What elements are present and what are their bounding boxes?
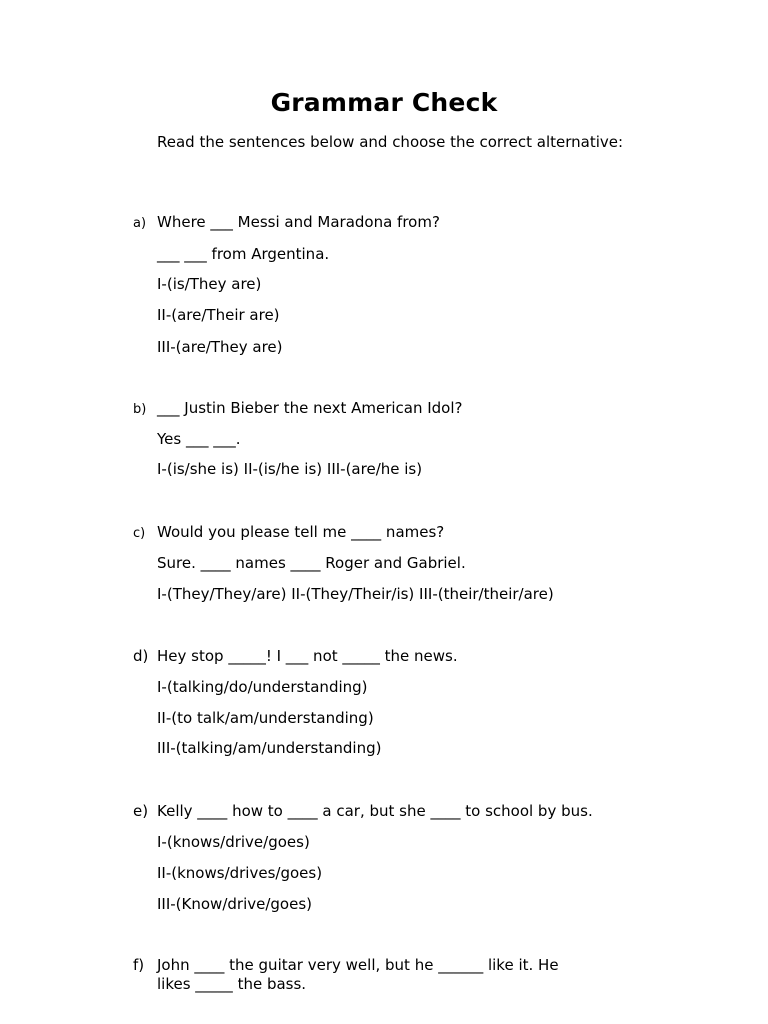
option-line: III-(are/They are) (157, 338, 283, 356)
answer-line: ___ ___ from Argentina. (157, 245, 330, 263)
answer-line: Yes ___ ___. (157, 430, 241, 448)
question-text: Kelly ____ how to ____ a car, but she ____ to school by bus. (157, 802, 593, 820)
question-text: Hey stop _____! I ___ not _____ the news. (157, 647, 458, 665)
instructions: Read the sentences below and choose the correct alternative: (157, 133, 624, 151)
option-line: I-(knows/drive/goes) (157, 833, 310, 851)
question-text: John ____ the guitar very well, but he ______ like it. He (157, 956, 559, 974)
question-text: Where ___ Messi and Maradona from? (157, 213, 440, 231)
option-line: III-(Know/drive/goes) (157, 895, 312, 913)
answer-line: Sure. ____ names ____ Roger and Gabriel. (157, 554, 466, 572)
option-line: I-(is/They are) (157, 275, 262, 293)
option-line: I-(is/she is) II-(is/he is) III-(are/he is) (157, 460, 423, 478)
question-text: Would you please tell me ____ names? (157, 523, 445, 541)
question-marker: f) (133, 956, 145, 974)
page-title: Grammar Check (270, 88, 498, 117)
question-marker: a) (133, 216, 147, 231)
question-marker: e) (133, 802, 149, 820)
question-marker: d) (133, 647, 149, 665)
option-line: I-(They/They/are) II-(They/Their/is) III-(their/their/are) (157, 585, 554, 603)
option-line: I-(talking/do/understanding) (157, 678, 368, 696)
question-text: ___ Justin Bieber the next American Idol? (157, 399, 463, 417)
option-line: II-(are/Their are) (157, 306, 280, 324)
question-marker: c) (133, 526, 146, 541)
question-marker: b) (133, 402, 147, 417)
option-line: II-(to talk/am/understanding) (157, 709, 374, 727)
option-line: II-(knows/drives/goes) (157, 864, 323, 882)
option-line: III-(talking/am/understanding) (157, 739, 382, 757)
question-text-continued: likes _____ the bass. (157, 975, 307, 993)
